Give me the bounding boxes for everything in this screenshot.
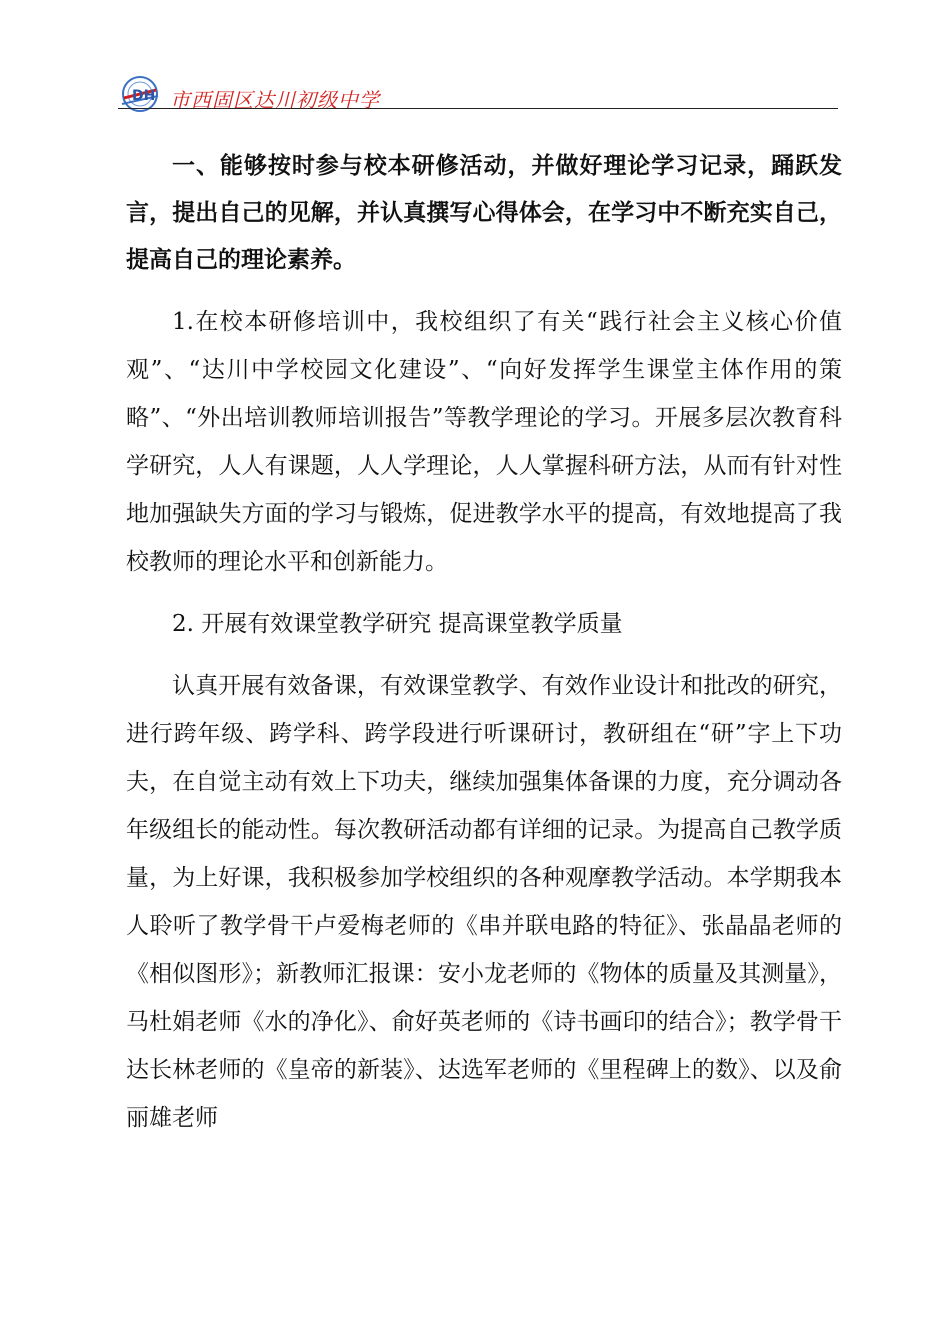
item1-paragraph: 1.在校本研修培训中，我校组织了有关“践行社会主义核心价值观”、“达川中学校园文化建设”、“向好发挥学生课堂主体作用的策略”、“外出培训教师培训报告”等教学理论的学习。开展多层次教育科学研究，人人有课题，人人学理论，人人掌握科研方法，从而有针对性地加强缺失方面的学习与锻炼，促进教学水平的提高，有效地提高了我校教师的理论水平和创新能力。 bbox=[126, 309, 842, 575]
header-divider bbox=[118, 108, 838, 109]
item2-heading: 2. 开展有效课堂教学研究 提高课堂教学质量 bbox=[172, 611, 623, 637]
page-header bbox=[118, 74, 838, 114]
school-name: 市西固区达川初级中学 bbox=[170, 88, 380, 112]
item2-paragraph: 认真开展有效备课，有效课堂教学、有效作业设计和批改的研究，进行跨年级、跨学科、跨学段进行听课研讨，教研组在“研”字上下功夫，在自觉主动有效上下功夫，继续加强集体备课的力度，充分调动各年级组长的能动性。每次教研活动都有详细的记录。为提高自己教学质量，为上好课，我积极参加学校组织的各种观摩教学活动。本学期我本人聆听了教学骨干卢爱梅老师的《串并联电路的特征》、张晶晶老师的《相似图形》；新教师汇报课：安小龙老师的《物体的质量及其测量》，马杜娟老师《水的净化》、俞好英老师的《诗书画印的结合》；教学骨干达长林老师的《皇帝的新装》、达选军老师的《里程碑上的数》、以及俞丽雄老师 bbox=[126, 673, 842, 1131]
document-body bbox=[126, 143, 842, 1142]
section-heading-paragraph: 一、能够按时参与校本研修活动，并做好理论学习记录，踊跃发言，提出自己的见解，并认真撰写心得体会，在学习中不断充实自己，提高自己的理论素养。 bbox=[126, 153, 842, 273]
logo-letters: DH bbox=[132, 88, 156, 104]
